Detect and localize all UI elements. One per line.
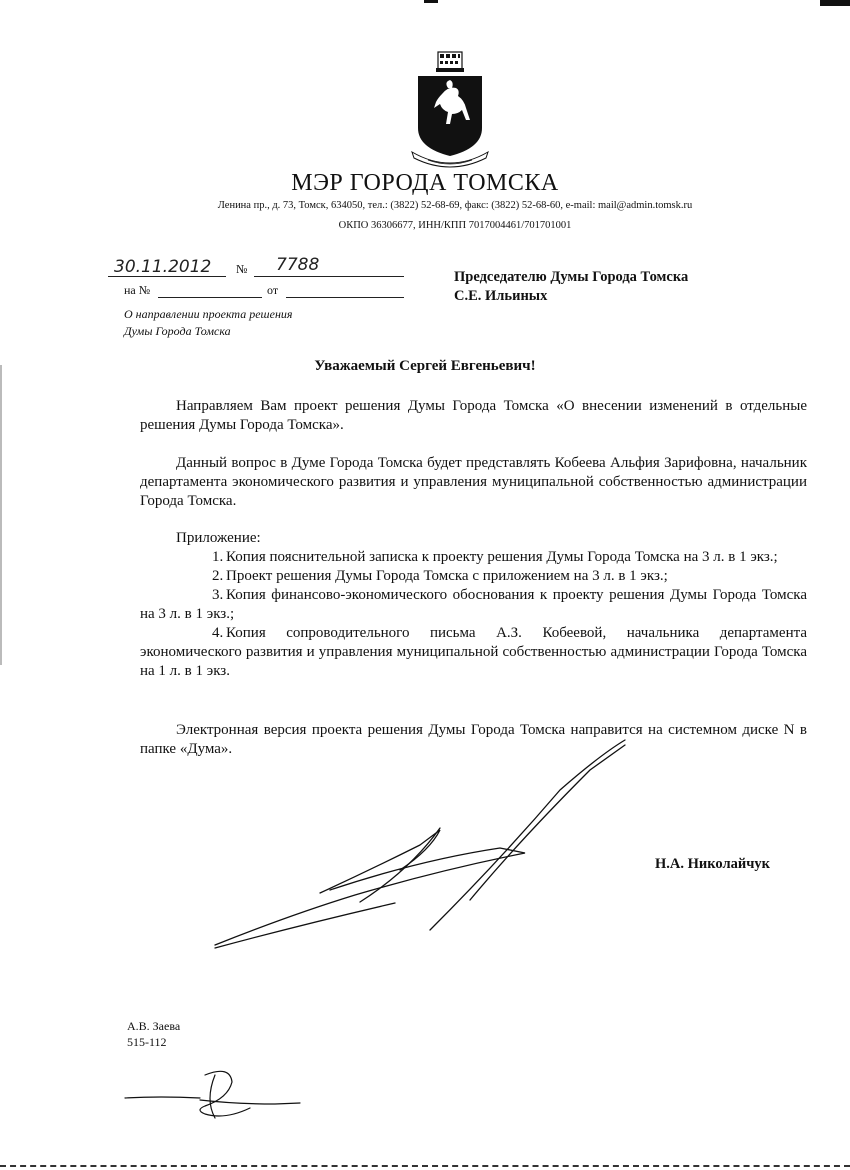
scan-edge-mark <box>820 0 850 6</box>
scan-bottom-line <box>0 1165 850 1167</box>
attachment-number: 1. <box>212 549 224 565</box>
scan-left-edge <box>0 365 2 665</box>
attachment-number: 2. <box>212 568 224 584</box>
registration-date: 30.11.2012 <box>114 257 212 277</box>
registration-number-sign: № <box>236 262 248 276</box>
attachments-title: Приложение: <box>176 530 261 546</box>
subject-line-2: Думы Города Томска <box>124 324 231 338</box>
executor-phone: 515-112 <box>127 1035 167 1049</box>
attachment-number: 3. <box>212 587 224 603</box>
letterhead-title: МЭР ГОРОДА ТОМСКА <box>291 170 559 196</box>
scan-top-mark <box>424 0 438 3</box>
subject-line-1: О направлении проекта решения <box>124 307 293 321</box>
body-paragraph-2-text: Данный вопрос в Думе Города Томска будет представлять Кобеева Альфия Зарифовна, начальник департамента экономического развития и управления муниципальной собственностью администрации Города Томска. <box>140 455 807 509</box>
letterhead-okpo: ОКПО 36306677, ИНН/КПП 7017004461/701701001 <box>338 220 572 231</box>
ref-from-label: от <box>267 283 279 297</box>
letterhead-address: Ленина пр., д. 73, Томск, 634050, тел.: (3822) 52-68-69, факс: (3822) 52-68-60, e-mail: mail@admin.tomsk.ru <box>217 200 693 211</box>
registration-number: 7788 <box>276 255 320 275</box>
attachment-text: Копия сопроводительного письма А.З. Кобеевой, начальника департамента экономического развития и управления муниципальной собственностью администрации Города Томска на 1 л. в 1 экз. <box>140 625 807 679</box>
body-paragraph-3-text: Электронная версия проекта решения Думы Города Томска направится на системном диске N в папке «Дума». <box>140 722 807 757</box>
addressee-position: Председателю Думы Города Томска <box>454 269 689 285</box>
body-paragraph-1-text: Направляем Вам проект решения Думы Города Томска «О внесении изменений в отдельные решения Думы Города Томска». <box>140 398 807 433</box>
signatory-name: Н.А. Николайчук <box>655 856 771 872</box>
attachment-text: Проект решения Думы Города Томска с приложением на 3 л. в 1 экз.; <box>226 568 668 584</box>
attachment-number: 4. <box>212 625 224 641</box>
addressee-name: С.Е. Ильиных <box>454 288 548 304</box>
attachment-text: Копия финансово-экономического обоснования к проекту решения Думы Города Томска на 3 л. в 1 экз.; <box>140 587 807 622</box>
executor-name: А.В. Заева <box>127 1019 181 1033</box>
attachment-text: Копия пояснительной записка к проекту решения Думы Города Томска на 3 л. в 1 экз.; <box>226 549 778 565</box>
ref-number-label: на № <box>124 283 151 297</box>
greeting: Уважаемый Сергей Евгеньевич! <box>314 358 536 374</box>
